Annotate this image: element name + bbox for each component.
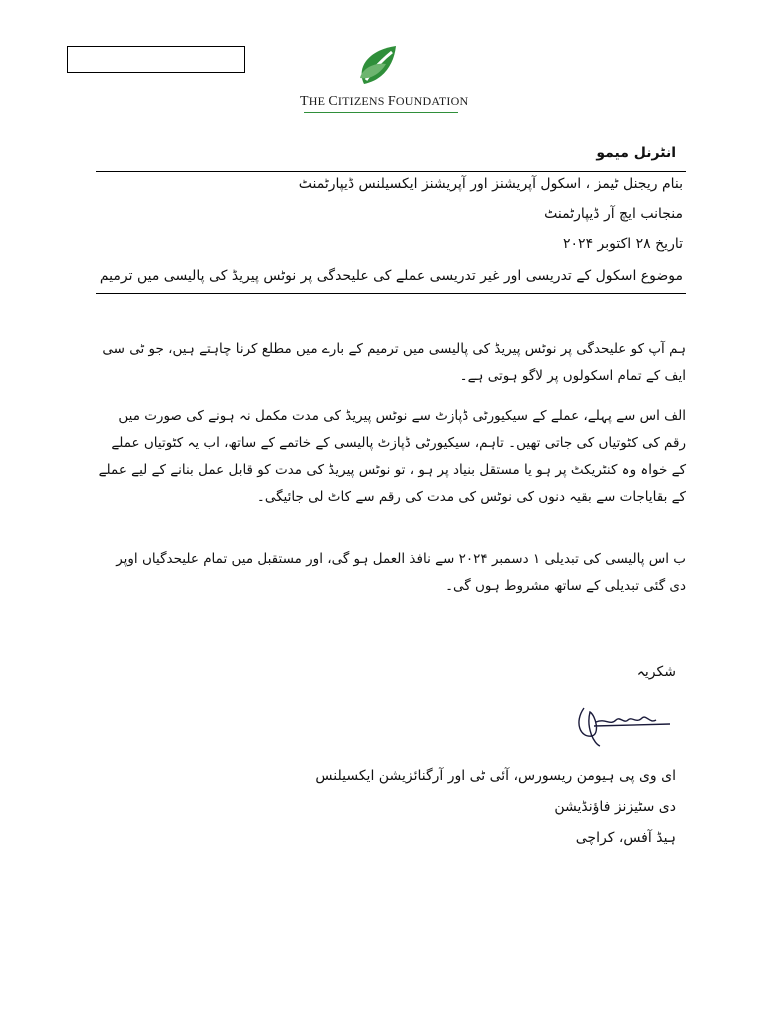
handwritten-signature — [570, 698, 680, 750]
point-a-paragraph: الف اس سے پہلے، عملے کے سیکیورٹی ڈپازٹ سے نوٹس پیریڈ کی مدت مکمل نہ ہونے کی صورت میں رقم کی کٹوتیاں کی جاتی تھیں۔ تاہم، سیکیورٹی ڈپازٹ پالیسی کے خاتمے کے ساتھ، اب یہ کٹوتیاں عملے کے خواہ وہ کنٹریکٹ پر ہو یا مستقل بنیاد پر ہو ، تو نوٹس پیریڈ کی مدت کو قابل عمل بنانے کے لیے عملے کے بقایاجات سے بقیہ دنوں کی نوٹس کی مدت کی رقم سے کاٹ لی جائیگی۔ — [98, 408, 686, 505]
signatory-title: ای وی پی ہیومن ریسورس، آئی ٹی اور آرگنائزیشن ایکسیلنس — [315, 768, 676, 784]
header-date: تاریخ ۲۸ اکتوبر ۲۰۲۴ — [563, 236, 683, 252]
leaf-logo-icon — [346, 40, 416, 90]
header-from: منجانب ایچ آر ڈیپارٹمنٹ — [544, 206, 683, 222]
header-top-rule — [96, 171, 686, 172]
memo-title: انٹرنل میمو — [596, 145, 676, 161]
header-subject: موضوع اسکول کے تدریسی اور غیر تدریسی عملے کی علیحدگی پر نوٹس پیریڈ کی پالیسی میں ترمیم — [99, 268, 683, 284]
intro-paragraph: ہم آپ کو علیحدگی پر نوٹس پیریڈ کی پالیسی میں ترمیم کے بارے میں مطلع کرنا چاہتے ہیں، جو ٹی سی ایف کے تمام اسکولوں پر لاگو ہوتی ہے۔ — [102, 341, 686, 384]
reference-number-box — [67, 46, 245, 73]
point-b-paragraph: ب اس پالیسی کی تبدیلی ۱ دسمبر ۲۰۲۴ سے نافذ العمل ہو گی، اور مستقبل میں تمام علیحدگیاں اوپر دی گئی تبدیلی کے ساتھ مشروط ہوں گی۔ — [116, 551, 686, 594]
logo-underline — [304, 112, 458, 113]
closing-thanks: شکریہ — [636, 664, 676, 680]
logo-wordmark: THE CITIZENS FOUNDATION — [300, 94, 469, 109]
header-bottom-rule — [96, 293, 686, 294]
tcf-logo — [300, 40, 469, 115]
organization-name: دی سٹیزنز فاؤنڈیشن — [554, 799, 676, 815]
header-to: بنام ریجنل ٹیمز ، اسکول آپریشنز اور آپریشنز ایکسیلنس ڈیپارٹمنٹ — [298, 176, 683, 192]
office-location: ہیڈ آفس، کراچی — [575, 830, 676, 846]
